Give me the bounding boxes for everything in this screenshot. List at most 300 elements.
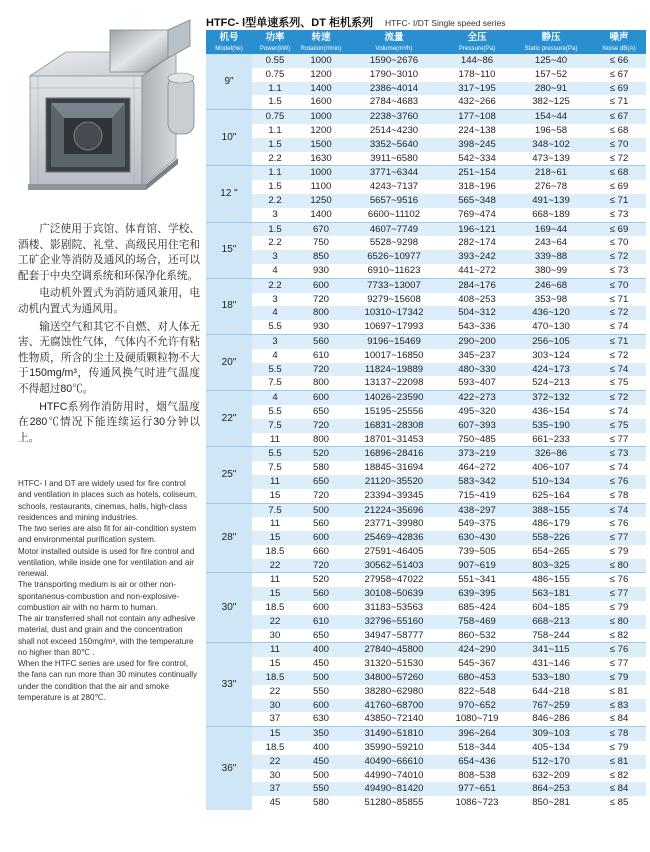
header-power — [252, 30, 298, 54]
spec-table — [206, 30, 646, 810]
pressure-cell: 441~272 — [444, 264, 510, 278]
rotation-cell: 580 — [298, 796, 344, 810]
rotation-cell: 720 — [298, 489, 344, 503]
rotation-cell: 610 — [298, 615, 344, 629]
noise-cell: ≤ 78 — [592, 489, 646, 503]
volume-cell: 10017~16850 — [344, 349, 444, 363]
static-pressure-cell: 512~170 — [510, 755, 592, 769]
header-sublabel: Pressure(Pa) — [458, 45, 496, 52]
noise-cell: ≤ 84 — [592, 782, 646, 796]
table-row — [206, 755, 646, 769]
power-cell: 15 — [252, 657, 298, 671]
noise-cell: ≤ 75 — [592, 376, 646, 390]
power-cell: 1.5 — [252, 180, 298, 194]
table-row — [206, 110, 646, 124]
noise-cell: ≤ 81 — [592, 685, 646, 699]
table-body — [206, 54, 646, 810]
volume-cell: 51280~85855 — [344, 796, 444, 810]
volume-cell: 3352~5640 — [344, 138, 444, 152]
en-paragraph: Motor installed outside is used for fire control and ventilation, while inside one for ventilation and air renewal. — [18, 546, 195, 578]
table-row — [206, 138, 646, 152]
pressure-cell: 1080~719 — [444, 712, 510, 726]
pressure-cell: 654~436 — [444, 755, 510, 769]
power-cell: 2.2 — [252, 236, 298, 250]
power-cell: 2.2 — [252, 152, 298, 166]
rotation-cell: 720 — [298, 559, 344, 573]
volume-cell: 6600~11102 — [344, 208, 444, 222]
header-sublabel: Volume(m³/h) — [375, 45, 413, 52]
noise-cell: ≤ 70 — [592, 278, 646, 292]
pressure-cell: 393~242 — [444, 250, 510, 264]
header-sublabel: Power(kW) — [259, 45, 291, 52]
pressure-cell: 1086~723 — [444, 796, 510, 810]
pressure-cell: 685~424 — [444, 601, 510, 615]
table-row — [206, 194, 646, 208]
rotation-cell: 1500 — [298, 138, 344, 152]
rotation-cell: 600 — [298, 531, 344, 545]
static-pressure-cell: 326~86 — [510, 447, 592, 461]
power-cell: 18.5 — [252, 601, 298, 615]
volume-cell: 1790~3010 — [344, 68, 444, 82]
noise-cell: ≤ 81 — [592, 755, 646, 769]
static-pressure-cell: 850~281 — [510, 796, 592, 810]
pressure-cell: 758~469 — [444, 615, 510, 629]
rotation-cell: 930 — [298, 320, 344, 334]
noise-cell: ≤ 76 — [592, 475, 646, 489]
zh-paragraph: HTFC系列作消防用时，烟气温度在280℃情况下能连续运行30分钟以上。 — [18, 400, 200, 444]
power-cell: 0.75 — [252, 110, 298, 124]
table-row — [206, 503, 646, 517]
table-row — [206, 433, 646, 447]
noise-cell: ≤ 74 — [592, 320, 646, 334]
volume-cell: 11824~19889 — [344, 363, 444, 377]
rotation-cell: 550 — [298, 782, 344, 796]
rotation-cell: 610 — [298, 349, 344, 363]
power-cell: 5.5 — [252, 447, 298, 461]
header-sublabel: Rotation(r/min) — [300, 45, 342, 52]
noise-cell: ≤ 79 — [592, 671, 646, 685]
rotation-cell: 500 — [298, 503, 344, 517]
table-row — [206, 180, 646, 194]
table-row — [206, 82, 646, 96]
static-pressure-cell: 382~125 — [510, 95, 592, 109]
model-cell: 10" — [206, 110, 252, 166]
pressure-cell: 504~312 — [444, 306, 510, 320]
static-pressure-cell: 846~286 — [510, 712, 592, 726]
noise-cell: ≤ 68 — [592, 124, 646, 138]
volume-cell: 41760~68700 — [344, 699, 444, 713]
noise-cell: ≤ 82 — [592, 629, 646, 643]
static-pressure-cell: 309~103 — [510, 727, 592, 741]
volume-cell: 35990~59210 — [344, 741, 444, 755]
pressure-cell: 373~219 — [444, 447, 510, 461]
power-cell: 1.1 — [252, 82, 298, 96]
static-pressure-cell: 406~107 — [510, 461, 592, 475]
noise-cell: ≤ 80 — [592, 615, 646, 629]
power-cell: 0.75 — [252, 68, 298, 82]
rotation-cell: 650 — [298, 629, 344, 643]
rotation-cell: 720 — [298, 419, 344, 433]
table-row — [206, 264, 646, 278]
pressure-cell: 545~367 — [444, 657, 510, 671]
volume-cell: 10310~17342 — [344, 306, 444, 320]
power-cell: 11 — [252, 475, 298, 489]
noise-cell: ≤ 80 — [592, 559, 646, 573]
power-cell: 15 — [252, 531, 298, 545]
noise-cell: ≤ 69 — [592, 180, 646, 194]
power-cell: 11 — [252, 517, 298, 531]
noise-cell: ≤ 76 — [592, 517, 646, 531]
noise-cell: ≤ 71 — [592, 334, 646, 348]
noise-cell: ≤ 70 — [592, 236, 646, 250]
table-row — [206, 671, 646, 685]
header-rotation — [298, 30, 344, 54]
rotation-cell: 400 — [298, 643, 344, 657]
static-pressure-cell: 339~88 — [510, 250, 592, 264]
pressure-cell: 860~532 — [444, 629, 510, 643]
static-pressure-cell: 436~120 — [510, 306, 592, 320]
table-row — [206, 208, 646, 222]
table-row — [206, 334, 646, 348]
noise-cell: ≤ 72 — [592, 349, 646, 363]
static-pressure-cell: 654~265 — [510, 545, 592, 559]
model-cell: 30" — [206, 573, 252, 643]
header-pressure — [444, 30, 510, 54]
static-pressure-cell: 218~61 — [510, 166, 592, 180]
model-cell: 20" — [206, 334, 252, 390]
header-label: 功率 — [265, 32, 285, 43]
static-pressure-cell: 341~115 — [510, 643, 592, 657]
table-row — [206, 545, 646, 559]
static-pressure-cell: 246~68 — [510, 278, 592, 292]
rotation-cell: 720 — [298, 363, 344, 377]
zh-paragraph: 电动机外置式为消防通风兼用，电动机内置式为通风用。 — [18, 287, 200, 315]
model-cell: 25" — [206, 447, 252, 503]
volume-cell: 49490~81420 — [344, 782, 444, 796]
static-pressure-cell: 169~44 — [510, 222, 592, 236]
volume-cell: 21120~35520 — [344, 475, 444, 489]
rotation-cell: 450 — [298, 755, 344, 769]
volume-cell: 30108~50639 — [344, 587, 444, 601]
static-pressure-cell: 353~98 — [510, 293, 592, 307]
pressure-cell: 970~652 — [444, 699, 510, 713]
table-row — [206, 712, 646, 726]
rotation-cell: 800 — [298, 433, 344, 447]
static-pressure-cell: 535~190 — [510, 419, 592, 433]
table-row — [206, 741, 646, 755]
table-row — [206, 489, 646, 503]
pressure-cell: 583~342 — [444, 475, 510, 489]
power-cell: 30 — [252, 699, 298, 713]
pressure-cell: 739~505 — [444, 545, 510, 559]
model-cell: 22" — [206, 391, 252, 447]
pressure-cell: 422~273 — [444, 391, 510, 405]
rotation-cell: 800 — [298, 376, 344, 390]
header-sublabel: Noise dB(A) — [602, 45, 636, 52]
pressure-cell: 177~108 — [444, 110, 510, 124]
static-pressure-cell: 470~130 — [510, 320, 592, 334]
volume-cell: 43850~72140 — [344, 712, 444, 726]
noise-cell: ≤ 82 — [592, 769, 646, 783]
model-cell: 36" — [206, 727, 252, 810]
static-pressure-cell: 563~181 — [510, 587, 592, 601]
volume-cell: 2386~4014 — [344, 82, 444, 96]
pressure-cell: 565~348 — [444, 194, 510, 208]
power-cell: 4 — [252, 391, 298, 405]
en-paragraph: HTFC- Ⅰ and DT are widely used for fire control and ventilation in places such as hotels, coliseum, schools, restaurants, cinemas, halls, high-class residences and mining industries. — [18, 479, 198, 522]
noise-cell: ≤ 74 — [592, 405, 646, 419]
pressure-cell: 224~138 — [444, 124, 510, 138]
static-pressure-cell: 491~139 — [510, 194, 592, 208]
rotation-cell: 670 — [298, 222, 344, 236]
rotation-cell: 450 — [298, 657, 344, 671]
power-cell: 11 — [252, 433, 298, 447]
noise-cell: ≤ 77 — [592, 433, 646, 447]
pressure-cell: 750~485 — [444, 433, 510, 447]
power-cell: 4 — [252, 349, 298, 363]
chinese-description — [18, 222, 200, 448]
header-label: 机号 — [219, 32, 239, 43]
static-pressure-cell: 348~102 — [510, 138, 592, 152]
power-cell: 7.5 — [252, 419, 298, 433]
pressure-cell: 318~196 — [444, 180, 510, 194]
volume-cell: 25469~42836 — [344, 531, 444, 545]
table-row — [206, 643, 646, 657]
rotation-cell: 1000 — [298, 166, 344, 180]
rotation-cell: 600 — [298, 278, 344, 292]
power-cell: 30 — [252, 769, 298, 783]
table-row — [206, 517, 646, 531]
table-row — [206, 573, 646, 587]
rotation-cell: 650 — [298, 475, 344, 489]
static-pressure-cell: 604~185 — [510, 601, 592, 615]
static-pressure-cell: 157~52 — [510, 68, 592, 82]
volume-cell: 23394~39345 — [344, 489, 444, 503]
volume-cell: 2514~4230 — [344, 124, 444, 138]
power-cell: 1.1 — [252, 124, 298, 138]
pressure-cell: 480~330 — [444, 363, 510, 377]
noise-cell: ≤ 76 — [592, 643, 646, 657]
table-row — [206, 124, 646, 138]
static-pressure-cell: 154~44 — [510, 110, 592, 124]
power-cell: 11 — [252, 643, 298, 657]
noise-cell: ≤ 72 — [592, 152, 646, 166]
pressure-cell: 290~200 — [444, 334, 510, 348]
table-row — [206, 250, 646, 264]
power-cell: 0.55 — [252, 54, 298, 68]
noise-cell: ≤ 69 — [592, 82, 646, 96]
pressure-cell: 551~341 — [444, 573, 510, 587]
volume-cell: 34947~58777 — [344, 629, 444, 643]
pressure-cell: 639~395 — [444, 587, 510, 601]
volume-cell: 38280~62980 — [344, 685, 444, 699]
rotation-cell: 560 — [298, 587, 344, 601]
rotation-cell: 500 — [298, 769, 344, 783]
rotation-cell: 1100 — [298, 180, 344, 194]
header-model — [206, 30, 252, 54]
table-row — [206, 320, 646, 334]
table-row — [206, 769, 646, 783]
power-cell: 4 — [252, 264, 298, 278]
pressure-cell: 715~419 — [444, 489, 510, 503]
zh-paragraph: 输送空气和其它不自燃、对人体无害、无腐蚀性气体，气体内不允许有粘性物质，所含的尘土及硬质颗粒物不大于150mg/m³，传通风换气时进气温度不得超过80℃。 — [18, 320, 200, 395]
volume-cell: 2238~3760 — [344, 110, 444, 124]
static-pressure-cell: 632~209 — [510, 769, 592, 783]
volume-cell: 30562~51403 — [344, 559, 444, 573]
volume-cell: 6910~11623 — [344, 264, 444, 278]
static-pressure-cell: 486~179 — [510, 517, 592, 531]
static-pressure-cell: 196~58 — [510, 124, 592, 138]
power-cell: 7.5 — [252, 503, 298, 517]
rotation-cell: 650 — [298, 405, 344, 419]
table-row — [206, 461, 646, 475]
en-paragraph: The transporting medium is air or other non-spontaneous-combustion and non-explosive-combustion air with no harm to human. — [18, 580, 180, 612]
volume-cell: 23771~39980 — [344, 517, 444, 531]
volume-cell: 4607~7749 — [344, 222, 444, 236]
volume-cell: 18701~31453 — [344, 433, 444, 447]
en-paragraph: When the HTFC series are used for fire control, the fans can run more than 30 minutes continually under the condition that the air and smoke temperature is at 280℃. — [18, 659, 198, 702]
static-pressure-cell: 524~213 — [510, 376, 592, 390]
power-cell: 15 — [252, 587, 298, 601]
volume-cell: 15195~25556 — [344, 405, 444, 419]
power-cell: 1.5 — [252, 95, 298, 109]
power-cell: 15 — [252, 727, 298, 741]
rotation-cell: 750 — [298, 236, 344, 250]
power-cell: 22 — [252, 559, 298, 573]
power-cell: 22 — [252, 685, 298, 699]
noise-cell: ≤ 69 — [592, 222, 646, 236]
header-sublabel: Static pressure(Pa) — [524, 45, 578, 52]
volume-cell: 27840~45800 — [344, 643, 444, 657]
power-cell: 2.2 — [252, 194, 298, 208]
power-cell: 18.5 — [252, 671, 298, 685]
rotation-cell: 1200 — [298, 124, 344, 138]
noise-cell: ≤ 72 — [592, 391, 646, 405]
model-cell: 18" — [206, 278, 252, 334]
table-row — [206, 587, 646, 601]
pressure-cell: 317~195 — [444, 82, 510, 96]
rotation-cell: 1400 — [298, 208, 344, 222]
pressure-cell: 284~176 — [444, 278, 510, 292]
power-cell: 5.5 — [252, 405, 298, 419]
volume-cell: 4243~7137 — [344, 180, 444, 194]
pressure-cell: 680~453 — [444, 671, 510, 685]
noise-cell: ≤ 79 — [592, 741, 646, 755]
power-cell: 45 — [252, 796, 298, 810]
static-pressure-cell: 758~244 — [510, 629, 592, 643]
table-row — [206, 236, 646, 250]
power-cell: 7.5 — [252, 461, 298, 475]
volume-cell: 6526~10977 — [344, 250, 444, 264]
pressure-cell: 432~266 — [444, 95, 510, 109]
static-pressure-cell: 125~40 — [510, 54, 592, 68]
pressure-cell: 178~110 — [444, 68, 510, 82]
power-cell: 22 — [252, 755, 298, 769]
power-cell: 3 — [252, 334, 298, 348]
volume-cell: 13137~22098 — [344, 376, 444, 390]
noise-cell: ≤ 68 — [592, 166, 646, 180]
pressure-cell: 424~290 — [444, 643, 510, 657]
volume-cell: 14026~23590 — [344, 391, 444, 405]
pressure-cell: 196~121 — [444, 222, 510, 236]
table-row — [206, 531, 646, 545]
rotation-cell: 1250 — [298, 194, 344, 208]
rotation-cell: 600 — [298, 601, 344, 615]
noise-cell: ≤ 76 — [592, 573, 646, 587]
static-pressure-cell: 625~164 — [510, 489, 592, 503]
power-cell: 15 — [252, 489, 298, 503]
pressure-cell: 464~272 — [444, 461, 510, 475]
volume-cell: 27591~46405 — [344, 545, 444, 559]
static-pressure-cell: 424~173 — [510, 363, 592, 377]
volume-cell: 5657~9516 — [344, 194, 444, 208]
pressure-cell: 495~320 — [444, 405, 510, 419]
rotation-cell: 600 — [298, 391, 344, 405]
pressure-cell: 607~393 — [444, 419, 510, 433]
table-row — [206, 376, 646, 390]
static-pressure-cell: 436~154 — [510, 405, 592, 419]
power-cell: 30 — [252, 629, 298, 643]
pressure-cell: 769~474 — [444, 208, 510, 222]
volume-cell: 40490~66610 — [344, 755, 444, 769]
rotation-cell: 600 — [298, 699, 344, 713]
model-cell: 28" — [206, 503, 252, 573]
rotation-cell: 400 — [298, 741, 344, 755]
volume-cell: 5528~9298 — [344, 236, 444, 250]
header-static-pressure — [510, 30, 592, 54]
static-pressure-cell: 256~105 — [510, 334, 592, 348]
static-pressure-cell: 276~78 — [510, 180, 592, 194]
noise-cell: ≤ 84 — [592, 712, 646, 726]
fan-cabinet-image — [18, 18, 200, 208]
model-cell: 33" — [206, 643, 252, 727]
noise-cell: ≤ 66 — [592, 54, 646, 68]
rotation-cell: 1000 — [298, 54, 344, 68]
noise-cell: ≤ 75 — [592, 419, 646, 433]
table-row — [206, 699, 646, 713]
volume-cell: 31490~51810 — [344, 727, 444, 741]
noise-cell: ≤ 73 — [592, 208, 646, 222]
rotation-cell: 560 — [298, 334, 344, 348]
left-column — [0, 0, 205, 852]
static-pressure-cell: 243~64 — [510, 236, 592, 250]
pressure-cell: 808~538 — [444, 769, 510, 783]
power-cell: 1.5 — [252, 222, 298, 236]
rotation-cell: 560 — [298, 517, 344, 531]
noise-cell: ≤ 72 — [592, 250, 646, 264]
static-pressure-cell: 558~226 — [510, 531, 592, 545]
table-row — [206, 152, 646, 166]
power-cell: 1.5 — [252, 138, 298, 152]
pressure-cell: 438~297 — [444, 503, 510, 517]
static-pressure-cell: 803~325 — [510, 559, 592, 573]
volume-cell: 16896~28416 — [344, 447, 444, 461]
volume-cell: 32796~55160 — [344, 615, 444, 629]
header-volume — [344, 30, 444, 54]
static-pressure-cell: 767~259 — [510, 699, 592, 713]
static-pressure-cell: 405~134 — [510, 741, 592, 755]
rotation-cell: 930 — [298, 264, 344, 278]
header-label: 噪声 — [609, 32, 629, 43]
en-paragraph: The air transferred shall not contain any adhesive material, dust and grain and the concentration shall not exceed 150mg/m³, with the temperature no higher than 80℃ . — [18, 614, 196, 657]
noise-cell: ≤ 67 — [592, 68, 646, 82]
table-row — [206, 559, 646, 573]
noise-cell: ≤ 71 — [592, 95, 646, 109]
table-row — [206, 657, 646, 671]
power-cell: 11 — [252, 573, 298, 587]
noise-cell: ≤ 79 — [592, 601, 646, 615]
noise-cell: ≤ 72 — [592, 306, 646, 320]
